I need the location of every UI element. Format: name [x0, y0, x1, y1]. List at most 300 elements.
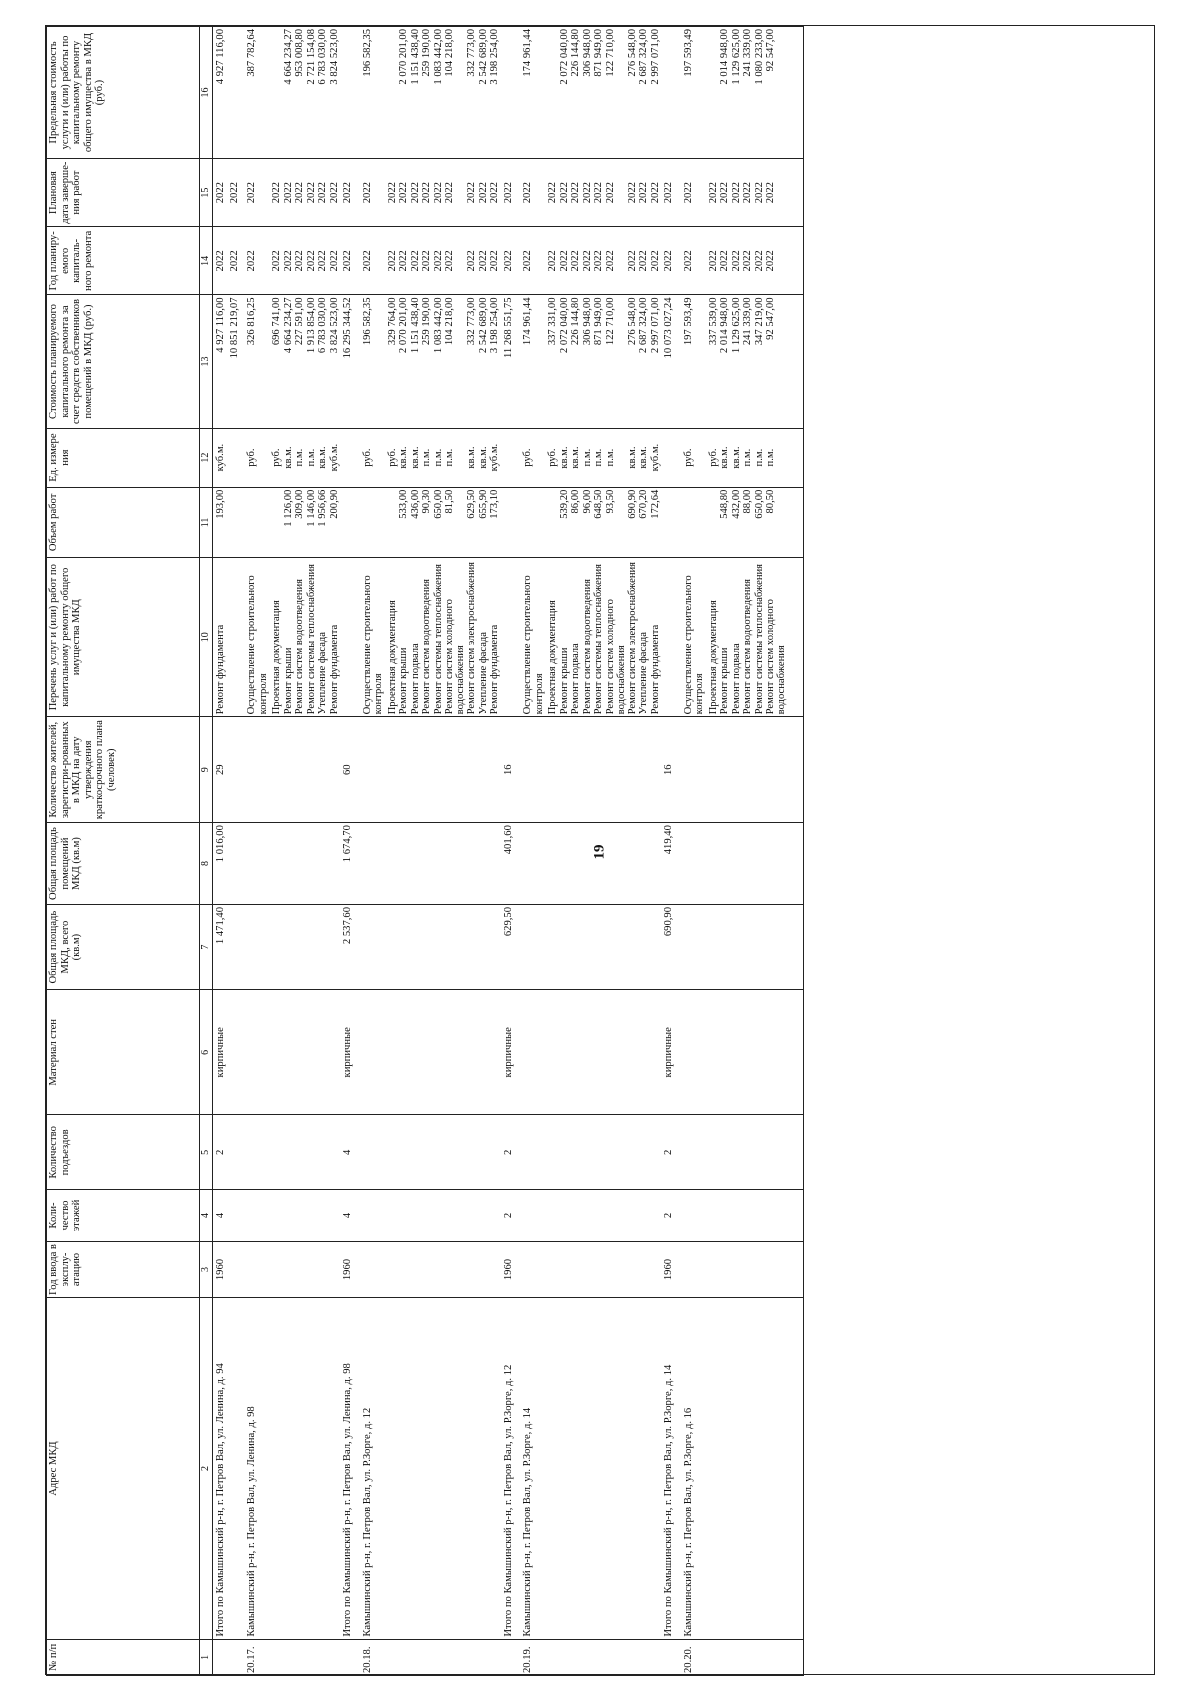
empty-cell — [559, 823, 571, 905]
empty-cell — [638, 717, 650, 823]
table-row — [605, 27, 627, 1676]
empty-cell — [650, 904, 662, 989]
work-end-date: 2022 — [317, 159, 329, 227]
work-year: 2022 — [547, 227, 559, 295]
work-unit: кв.м. — [627, 428, 639, 487]
work-name: Проектная документация — [271, 558, 283, 717]
work-end-date: 2022 — [444, 159, 466, 227]
work-year: 2022 — [329, 227, 341, 295]
empty-cell — [593, 717, 605, 823]
work-cost: 227 591,00 — [294, 295, 306, 428]
work-unit: п.м. — [582, 428, 594, 487]
empty-cell — [787, 1639, 804, 1675]
empty-cell — [466, 1190, 478, 1241]
column-number: 4 — [200, 1190, 213, 1241]
work-volume — [387, 487, 399, 558]
empty-cell — [765, 1298, 787, 1639]
empty-cell — [593, 1298, 605, 1639]
empty-cell — [306, 990, 318, 1115]
work-limit-cost: 196 582,35 — [356, 27, 387, 159]
empty-cell — [559, 904, 571, 989]
header-cell: Коли-чество этажей — [47, 1190, 200, 1241]
table-row — [650, 27, 662, 1676]
work-limit-cost: 2 687 324,00 — [638, 27, 650, 159]
empty-cell — [356, 1241, 387, 1298]
empty-cell — [283, 1241, 295, 1298]
total-end-date: 2022 — [229, 159, 241, 227]
work-name: Осуществление строительного контроля — [356, 558, 387, 717]
work-cost: 197 593,49 — [677, 295, 708, 428]
empty-cell — [731, 717, 743, 823]
empty-cell — [650, 823, 662, 905]
work-unit: кв.м. — [478, 428, 490, 487]
empty-cell — [765, 717, 787, 823]
total-address: Итого по Камышинский р-н, г. Петров Вал, ул. Р.Зорге, д. 12 — [501, 1298, 517, 1639]
header-cell: Общая площадь МКД, всего (кв.м) — [47, 904, 200, 989]
work-unit: кв.м. — [719, 428, 731, 487]
empty-cell — [433, 990, 445, 1115]
empty-cell — [731, 1190, 743, 1241]
wall-material: кирпичные — [501, 990, 517, 1115]
empty-cell — [356, 823, 387, 905]
empty-cell — [398, 990, 410, 1115]
table-row — [627, 27, 639, 1676]
work-unit: кв.м. — [283, 428, 295, 487]
work-end-date: 2022 — [559, 159, 571, 227]
table-row — [387, 27, 399, 1676]
empty-cell — [229, 1190, 241, 1241]
work-cost: 332 773,00 — [466, 295, 478, 428]
column-number: 12 — [200, 428, 213, 487]
empty-cell — [306, 904, 318, 989]
empty-cell — [398, 1298, 410, 1639]
empty-cell — [356, 1190, 387, 1241]
empty-cell — [478, 990, 490, 1115]
empty-cell — [229, 990, 241, 1115]
work-name: Ремонт систем водоотведения — [742, 558, 754, 717]
total-area: 2 537,60 — [340, 904, 356, 989]
table-row — [410, 27, 422, 1676]
empty-cell — [317, 717, 329, 823]
empty-cell — [466, 1639, 478, 1675]
empty-cell — [317, 823, 329, 905]
empty-cell — [356, 1115, 387, 1190]
work-name: Осуществление строительного контроля — [240, 558, 271, 717]
empty-cell — [410, 990, 422, 1115]
empty-cell — [638, 1115, 650, 1190]
work-limit-cost: 2 542 689,00 — [478, 27, 490, 159]
empty-cell — [271, 1639, 283, 1675]
build-year: 1960 — [340, 1241, 356, 1298]
work-unit: куб.м. — [329, 428, 341, 487]
header-cell: Общая площадь помещений МКД (кв.м) — [47, 823, 200, 905]
work-limit-cost — [547, 27, 559, 159]
empty-cell — [719, 823, 731, 905]
empty-cell — [271, 990, 283, 1115]
work-volume: 309,00 — [294, 487, 306, 558]
work-end-date: 2022 — [283, 159, 295, 227]
work-name: Проектная документация — [547, 558, 559, 717]
empty-cell — [466, 1115, 478, 1190]
work-year: 2022 — [650, 227, 662, 295]
empty-cell — [516, 990, 547, 1115]
work-year: 2022 — [708, 227, 720, 295]
work-name: Ремонт подвала — [410, 558, 422, 717]
empty-cell — [593, 1639, 605, 1675]
empty-cell — [433, 1241, 445, 1298]
empty-cell — [787, 1190, 804, 1241]
empty-cell — [489, 1115, 501, 1190]
empty-cell — [677, 1115, 708, 1190]
empty-cell — [765, 1115, 787, 1190]
work-year: 2022 — [754, 227, 766, 295]
work-end-date: 2022 — [240, 159, 271, 227]
work-limit-cost: 3 198 254,00 — [489, 27, 501, 159]
header-cell: Год планиру-емого капиталь-ного ремонта — [47, 227, 200, 295]
empty-cell — [283, 823, 295, 905]
column-number: 2 — [200, 1298, 213, 1639]
empty-cell — [627, 1639, 639, 1675]
work-year: 2022 — [605, 227, 627, 295]
work-year: 2022 — [356, 227, 387, 295]
column-number: 8 — [200, 823, 213, 905]
work-unit: кв.м. — [638, 428, 650, 487]
empty-cell — [433, 717, 445, 823]
column-number: 11 — [200, 487, 213, 558]
work-year: 2022 — [294, 227, 306, 295]
empty-cell — [582, 904, 594, 989]
work-volume — [356, 487, 387, 558]
empty-cell — [742, 990, 754, 1115]
empty-cell — [593, 1241, 605, 1298]
empty-cell — [787, 428, 804, 487]
empty-cell — [582, 823, 594, 905]
empty-cell — [661, 558, 677, 717]
empty-cell — [240, 1190, 271, 1241]
table-row — [661, 27, 677, 1676]
row-number — [213, 1639, 229, 1675]
work-volume: 533,00 — [398, 487, 410, 558]
work-cost: 871 949,00 — [593, 295, 605, 428]
empty-cell — [731, 904, 743, 989]
work-cost: 174 961,44 — [516, 295, 547, 428]
empty-cell — [638, 1241, 650, 1298]
column-number-row — [200, 27, 213, 1676]
empty-cell — [582, 717, 594, 823]
table-row — [317, 27, 329, 1676]
empty-cell — [421, 1190, 433, 1241]
work-name: Ремонт систем водоотведения — [421, 558, 433, 717]
empty-cell — [677, 904, 708, 989]
work-unit: п.м. — [765, 428, 787, 487]
empty-cell — [433, 1115, 445, 1190]
empty-cell — [271, 1115, 283, 1190]
work-year: 2022 — [213, 227, 229, 295]
table-row — [501, 27, 517, 1676]
empty-cell — [559, 1298, 571, 1639]
empty-cell — [501, 487, 517, 558]
work-end-date: 2022 — [719, 159, 731, 227]
empty-cell — [516, 717, 547, 823]
empty-cell — [387, 1639, 399, 1675]
work-unit: кв.м. — [570, 428, 582, 487]
work-limit-cost: 332 773,00 — [466, 27, 478, 159]
work-volume: 93,50 — [605, 487, 627, 558]
empty-cell — [754, 1190, 766, 1241]
empty-cell — [650, 1241, 662, 1298]
work-year: 2022 — [433, 227, 445, 295]
column-number: 10 — [200, 558, 213, 717]
work-unit: кв.м. — [317, 428, 329, 487]
empty-cell — [627, 904, 639, 989]
work-volume: 172,64 — [650, 487, 662, 558]
empty-cell — [356, 717, 387, 823]
empty-cell — [306, 1241, 318, 1298]
empty-cell — [444, 1298, 466, 1639]
empty-cell — [283, 717, 295, 823]
work-name: Проектная документация — [708, 558, 720, 717]
work-year: 2022 — [765, 227, 787, 295]
empty-cell — [765, 990, 787, 1115]
empty-cell — [650, 990, 662, 1115]
work-end-date: 2022 — [433, 159, 445, 227]
empty-cell — [677, 1241, 708, 1298]
empty-cell — [605, 904, 627, 989]
wall-material: кирпичные — [213, 990, 229, 1115]
empty-cell — [283, 1298, 295, 1639]
empty-cell — [742, 717, 754, 823]
work-end-date: 2022 — [387, 159, 399, 227]
work-cost: 4 664 234,27 — [283, 295, 295, 428]
work-end-date: 2022 — [731, 159, 743, 227]
work-limit-cost — [271, 27, 283, 159]
work-volume — [677, 487, 708, 558]
empty-cell — [410, 1639, 422, 1675]
work-name: Ремонт крыши — [559, 558, 571, 717]
empty-cell — [708, 717, 720, 823]
table-row — [593, 27, 605, 1676]
empty-cell — [317, 1298, 329, 1639]
empty-cell — [421, 1639, 433, 1675]
empty-cell — [306, 823, 318, 905]
residents-count: 60 — [340, 717, 356, 823]
work-cost: 1 151 438,40 — [410, 295, 422, 428]
empty-cell — [387, 823, 399, 905]
capital-repair-table — [46, 26, 804, 1676]
column-number: 16 — [200, 27, 213, 159]
empty-cell — [306, 1115, 318, 1190]
work-volume: 90,30 — [421, 487, 433, 558]
empty-cell — [742, 904, 754, 989]
empty-cell — [444, 717, 466, 823]
empty-cell — [731, 1639, 743, 1675]
work-end-date: 2022 — [213, 159, 229, 227]
work-limit-cost — [387, 27, 399, 159]
empty-cell — [570, 1639, 582, 1675]
build-year: 1960 — [501, 1241, 517, 1298]
work-cost: 347 219,00 — [754, 295, 766, 428]
empty-cell — [340, 558, 356, 717]
work-limit-cost: 197 593,49 — [677, 27, 708, 159]
empty-cell — [444, 1639, 466, 1675]
empty-cell — [478, 717, 490, 823]
total-end-date: 2022 — [340, 159, 356, 227]
empty-cell — [516, 823, 547, 905]
work-limit-cost: 2 070 201,00 — [398, 27, 410, 159]
empty-cell — [240, 990, 271, 1115]
empty-cell — [283, 1190, 295, 1241]
empty-cell — [787, 1115, 804, 1190]
work-unit: п.м. — [605, 428, 627, 487]
work-end-date: 2022 — [466, 159, 478, 227]
work-cost: 92 547,00 — [765, 295, 787, 428]
work-name: Ремонт систем водоотведения — [582, 558, 594, 717]
empty-cell — [516, 1115, 547, 1190]
empty-cell — [294, 904, 306, 989]
total-cost: 10 851 219,07 — [229, 295, 241, 428]
empty-cell — [433, 823, 445, 905]
work-unit: кв.м. — [559, 428, 571, 487]
empty-cell — [547, 1298, 559, 1639]
empty-cell — [708, 1190, 720, 1241]
table-row — [398, 27, 410, 1676]
empty-cell — [627, 1241, 639, 1298]
total-end-date: 2022 — [501, 159, 517, 227]
work-cost: 2 070 201,00 — [398, 295, 410, 428]
empty-cell — [329, 823, 341, 905]
work-cost: 329 764,00 — [387, 295, 399, 428]
empty-cell — [787, 904, 804, 989]
empty-cell — [387, 717, 399, 823]
work-name: Ремонт фундамента — [489, 558, 501, 717]
empty-cell — [317, 1190, 329, 1241]
header-cell: Предельная стоимость услуги и (или) работы по капитальному ремонту общего имущества в МКД (руб.) — [47, 27, 200, 159]
empty-cell — [410, 1298, 422, 1639]
work-year: 2022 — [638, 227, 650, 295]
empty-cell — [478, 1115, 490, 1190]
header-cell: Материал стен — [47, 990, 200, 1115]
empty-cell — [489, 1639, 501, 1675]
table-row — [638, 27, 650, 1676]
empty-cell — [754, 904, 766, 989]
empty-cell — [627, 1190, 639, 1241]
work-limit-cost — [708, 27, 720, 159]
empty-cell — [433, 1639, 445, 1675]
empty-cell — [677, 823, 708, 905]
empty-cell — [719, 1190, 731, 1241]
empty-cell — [229, 1241, 241, 1298]
empty-cell — [466, 1298, 478, 1639]
table-row — [547, 27, 559, 1676]
empty-cell — [787, 717, 804, 823]
work-year: 2022 — [582, 227, 594, 295]
empty-cell — [283, 990, 295, 1115]
empty-cell — [787, 1298, 804, 1639]
work-unit: руб. — [356, 428, 387, 487]
work-year: 2022 — [317, 227, 329, 295]
work-year: 2022 — [410, 227, 422, 295]
empty-cell — [708, 904, 720, 989]
work-volume: 1 956,66 — [317, 487, 329, 558]
empty-cell — [271, 823, 283, 905]
work-volume — [547, 487, 559, 558]
empty-cell — [329, 990, 341, 1115]
total-limit — [340, 27, 356, 159]
empty-cell — [754, 1241, 766, 1298]
empty-cell — [677, 1190, 708, 1241]
work-end-date: 2022 — [638, 159, 650, 227]
empty-cell — [754, 1298, 766, 1639]
empty-cell — [356, 990, 387, 1115]
empty-cell — [444, 1190, 466, 1241]
empty-cell — [398, 1115, 410, 1190]
work-end-date: 2022 — [605, 159, 627, 227]
work-limit-cost: 4 664 234,27 — [283, 27, 295, 159]
empty-cell — [317, 1241, 329, 1298]
empty-cell — [742, 1115, 754, 1190]
work-name: Ремонт систем холодного водоснабжения — [765, 558, 787, 717]
empty-cell — [787, 227, 804, 295]
empty-cell — [294, 990, 306, 1115]
work-year: 2022 — [271, 227, 283, 295]
empty-cell — [570, 717, 582, 823]
empty-cell — [317, 1115, 329, 1190]
empty-cell — [593, 1115, 605, 1190]
empty-cell — [466, 990, 478, 1115]
empty-cell — [444, 1115, 466, 1190]
rooms-area: 401,60 — [501, 823, 517, 905]
empty-cell — [398, 1639, 410, 1675]
header-cell: Перечень услуг и (или) работ по капитальному ремонту общего имущества МКД — [47, 558, 200, 717]
empty-cell — [489, 1241, 501, 1298]
empty-cell — [229, 1639, 241, 1675]
empty-cell — [240, 904, 271, 989]
empty-cell — [306, 1298, 318, 1639]
empty-cell — [708, 1115, 720, 1190]
empty-cell — [582, 990, 594, 1115]
empty-cell — [421, 1115, 433, 1190]
empty-cell — [650, 717, 662, 823]
row-number: 20.18. — [356, 1639, 387, 1675]
total-year: 2022 — [340, 227, 356, 295]
table-row — [444, 27, 466, 1676]
work-end-date: 2022 — [754, 159, 766, 227]
work-unit: кв.м. — [410, 428, 422, 487]
floors-count: 2 — [501, 1190, 517, 1241]
row-number — [340, 1639, 356, 1675]
row-number — [501, 1639, 517, 1675]
empty-cell — [570, 990, 582, 1115]
empty-cell — [582, 1190, 594, 1241]
work-volume: 81,50 — [444, 487, 466, 558]
empty-cell — [478, 823, 490, 905]
empty-cell — [240, 1115, 271, 1190]
header-cell: Количество подъездов — [47, 1115, 200, 1190]
work-unit: куб.м. — [213, 428, 229, 487]
wall-material: кирпичные — [340, 990, 356, 1115]
work-limit-cost: 3 824 523,00 — [329, 27, 341, 159]
empty-cell — [638, 904, 650, 989]
row-number: 20.20. — [677, 1639, 708, 1675]
empty-cell — [765, 823, 787, 905]
build-year: 1960 — [661, 1241, 677, 1298]
work-end-date: 2022 — [398, 159, 410, 227]
work-limit-cost: 871 949,00 — [593, 27, 605, 159]
column-number: 1 — [200, 1639, 213, 1675]
empty-cell — [421, 990, 433, 1115]
work-name: Ремонт крыши — [398, 558, 410, 717]
work-volume: 173,10 — [489, 487, 501, 558]
